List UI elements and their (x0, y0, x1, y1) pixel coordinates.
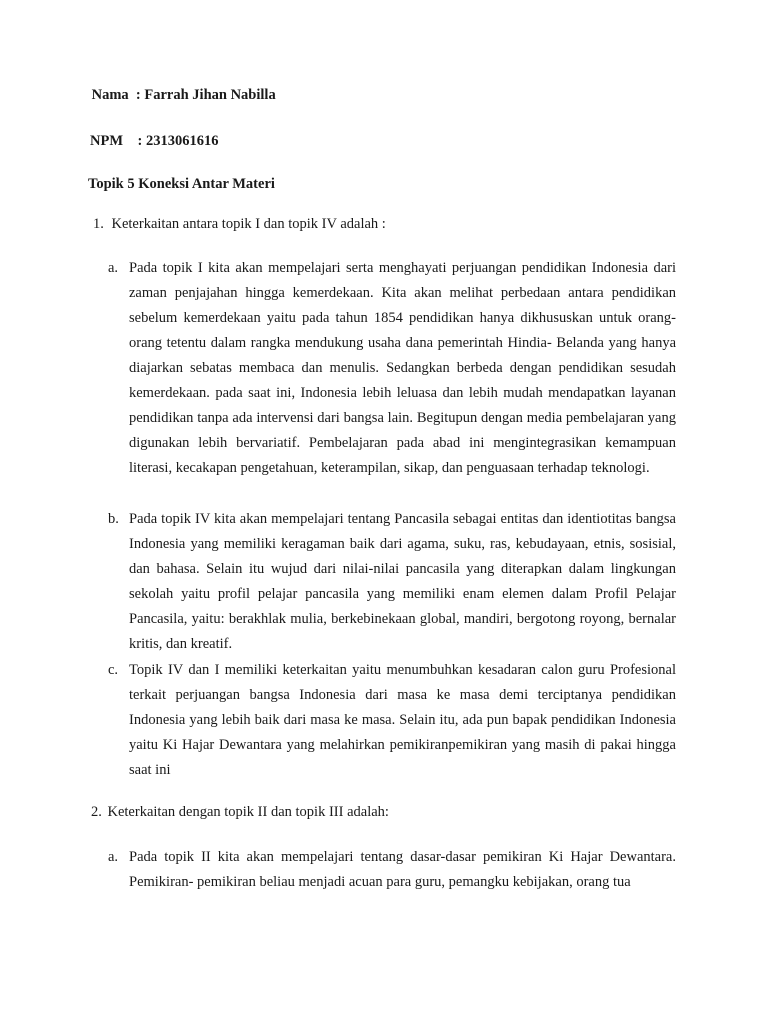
document-title: Topik 5 Koneksi Antar Materi (88, 176, 275, 192)
list-item-marker: c. (108, 662, 119, 678)
section-2-heading-row (91, 804, 389, 821)
section-1-heading-row (93, 216, 386, 233)
list-item-text: Pada topik I kita akan mempelajari serta menghayati perjuangan pendidikan Indonesia dari zaman penjajahan hingga kemerdekaan. Kita akan melihat perbedaan antara pendidikan sebelum kemerdekaan yaitu pada tahun 1854 pendidikan hanya dikhususkan untuk orang-orang tetentu dalam rangka mendukung usaha dana pemerintah Hindia- Belanda yang hanya diajarkan sebatas membaca dan menulis. Sedangkan berbeda dengan pendidikan sesudah kemerdekaan. pada saat ini, Indonesia lebih leluasa dan lebih mudah mendapatkan layanan pendidikan tanpa ada intervensi dari bangsa lain. Begitupun dengan media pembelajaran yang digunakan lebih bervariatif. Pembelajaran pada abad ini mengintegrasikan kemampuan literasi, kecakapan pengetahuan, keterampilan, sikap, dan penguasaan terhadap teknologi. (129, 260, 676, 476)
section-1-heading: Keterkaitan antara topik I dan topik IV adalah : (111, 216, 386, 232)
list-item-text: Pada topik IV kita akan mempelajari tentang Pancasila sebagai entitas dan identiotitas bangsa Indonesia yang memiliki keragaman baik dari agama, suku, ras, kebudayaan, etnis, sosisial, dan bahasa. Selain itu wujud dari nilai-nilai pancasila yang diterapkan dalam lingkungan sekolah yaitu profil pelajar pancasila yang memiliki enam elemen dalam Profil Pelajar Pancasila, yaitu: berakhlak mulia, berkebinekaan global, mandiri, bergotong royong, bernalar kritis, dan kreatif. (129, 511, 676, 652)
section-1-marker: 1. (93, 216, 104, 232)
list-item-marker: a. (108, 849, 119, 865)
npm-line: NPM : 2313061616 (90, 133, 219, 149)
list-item-marker: b. (108, 511, 119, 527)
list-item-text: Pada topik II kita akan mempelajari tentang dasar-dasar pemikiran Ki Hajar Dewantara. Pemikiran- pemikiran beliau menjadi acuan para guru, pemangku kebijakan, orang tua (129, 849, 676, 890)
list-item-text: Topik IV dan I memiliki keterkaitan yaitu menumbuhkan kesadaran calon guru Profesional terkait perjuangan bangsa Indonesia dari masa ke masa demi terciptanya pendidikan Indonesia yang lebih baik dari masa ke masa. Selain itu, ada pun bapak pendidikan Indonesia yaitu Ki Hajar Dewantara yang melahirkan pemikiranpemikiran yang masih di pakai hingga saat ini (129, 662, 676, 778)
list-item-2a (108, 845, 676, 895)
list-item-1a (108, 256, 676, 481)
list-item-1b (108, 507, 676, 657)
list-item-1c (108, 658, 676, 783)
section-2-heading: Keterkaitan dengan topik II dan topik III adalah: (107, 804, 389, 820)
name-line: Nama : Farrah Jihan Nabilla (88, 87, 276, 103)
list-item-marker: a. (108, 260, 119, 276)
section-2-marker: 2. (91, 804, 102, 820)
